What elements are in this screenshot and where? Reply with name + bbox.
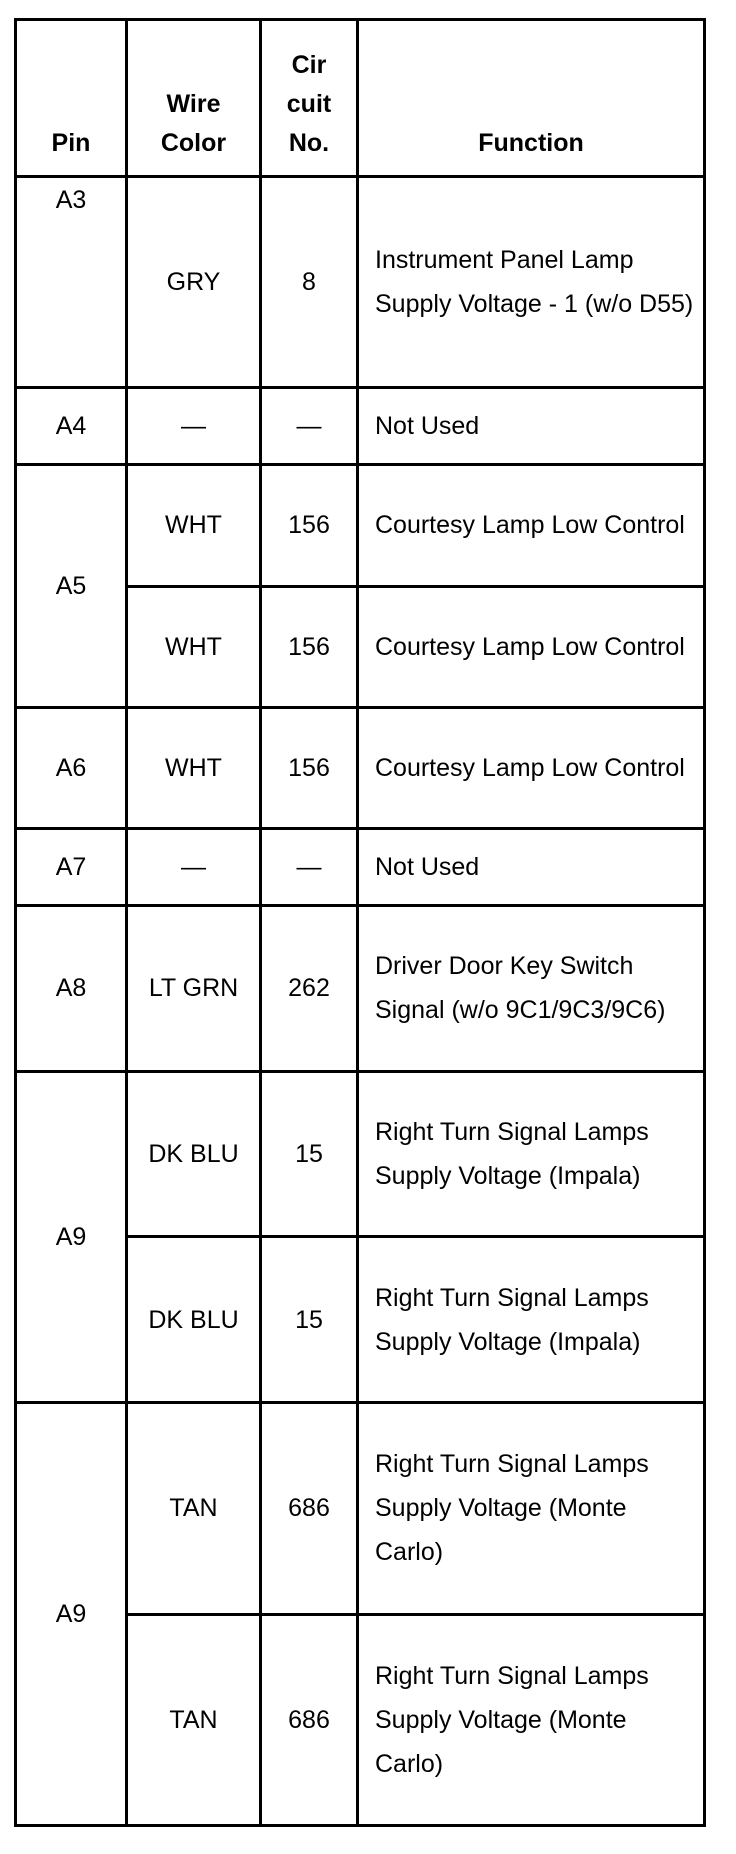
wire-color-cell: WHT xyxy=(127,586,261,707)
wire-color-cell: GRY xyxy=(127,177,261,388)
pin-cell: A6 xyxy=(16,707,127,828)
function-cell: Driver Door Key Switch Signal (w/o 9C1/9C3/9C6) xyxy=(358,905,705,1071)
circuit-no-cell: 262 xyxy=(261,905,358,1071)
pin-cell: A4 xyxy=(16,388,127,465)
pin-cell: A3 xyxy=(16,177,127,388)
table-row xyxy=(16,1071,705,1237)
wire-color-cell: WHT xyxy=(127,707,261,828)
function-cell: Instrument Panel Lamp Supply Voltage - 1 (w/o D55) xyxy=(358,177,705,388)
table-row xyxy=(16,829,705,906)
circuit-no-cell: 686 xyxy=(261,1403,358,1614)
table-row xyxy=(16,177,705,388)
wire-color-cell: WHT xyxy=(127,465,261,586)
wire-color-cell: TAN xyxy=(127,1403,261,1614)
circuit-no-cell: — xyxy=(261,829,358,906)
function-cell: Not Used xyxy=(358,388,705,465)
table-row xyxy=(16,1403,705,1614)
wire-color-cell: TAN xyxy=(127,1614,261,1825)
function-cell: Not Used xyxy=(358,829,705,906)
table-row xyxy=(16,707,705,828)
wire-color-cell: LT GRN xyxy=(127,905,261,1071)
circuit-no-cell: — xyxy=(261,388,358,465)
circuit-no-cell: 15 xyxy=(261,1071,358,1237)
header-pin: Pin xyxy=(16,20,127,177)
header-wire-color: Wire Color xyxy=(127,20,261,177)
circuit-no-cell: 8 xyxy=(261,177,358,388)
wire-color-cell: — xyxy=(127,388,261,465)
pin-cell: A7 xyxy=(16,829,127,906)
function-cell: Right Turn Signal Lamps Supply Voltage (Monte Carlo) xyxy=(358,1403,705,1614)
circuit-no-cell: 15 xyxy=(261,1237,358,1403)
function-cell: Courtesy Lamp Low Control xyxy=(358,586,705,707)
pin-cell: A9 xyxy=(16,1071,127,1402)
table-row xyxy=(16,905,705,1071)
circuit-no-cell: 686 xyxy=(261,1614,358,1825)
wire-color-cell: — xyxy=(127,829,261,906)
function-cell: Right Turn Signal Lamps Supply Voltage (Impala) xyxy=(358,1071,705,1237)
circuit-no-cell: 156 xyxy=(261,465,358,586)
wire-color-cell: DK BLU xyxy=(127,1237,261,1403)
pin-cell: A8 xyxy=(16,905,127,1071)
function-cell: Courtesy Lamp Low Control xyxy=(358,465,705,586)
header-row xyxy=(16,20,705,177)
header-circuit-no: Cir cuit No. xyxy=(261,20,358,177)
table-row xyxy=(16,388,705,465)
function-cell: Right Turn Signal Lamps Supply Voltage (Monte Carlo) xyxy=(358,1614,705,1825)
function-cell: Courtesy Lamp Low Control xyxy=(358,707,705,828)
pin-table xyxy=(14,18,706,1827)
pin-cell: A9 xyxy=(16,1403,127,1826)
circuit-no-cell: 156 xyxy=(261,586,358,707)
circuit-no-cell: 156 xyxy=(261,707,358,828)
table-row xyxy=(16,465,705,586)
pin-cell: A5 xyxy=(16,465,127,708)
wire-color-cell: DK BLU xyxy=(127,1071,261,1237)
function-cell: Right Turn Signal Lamps Supply Voltage (Impala) xyxy=(358,1237,705,1403)
header-function: Function xyxy=(358,20,705,177)
